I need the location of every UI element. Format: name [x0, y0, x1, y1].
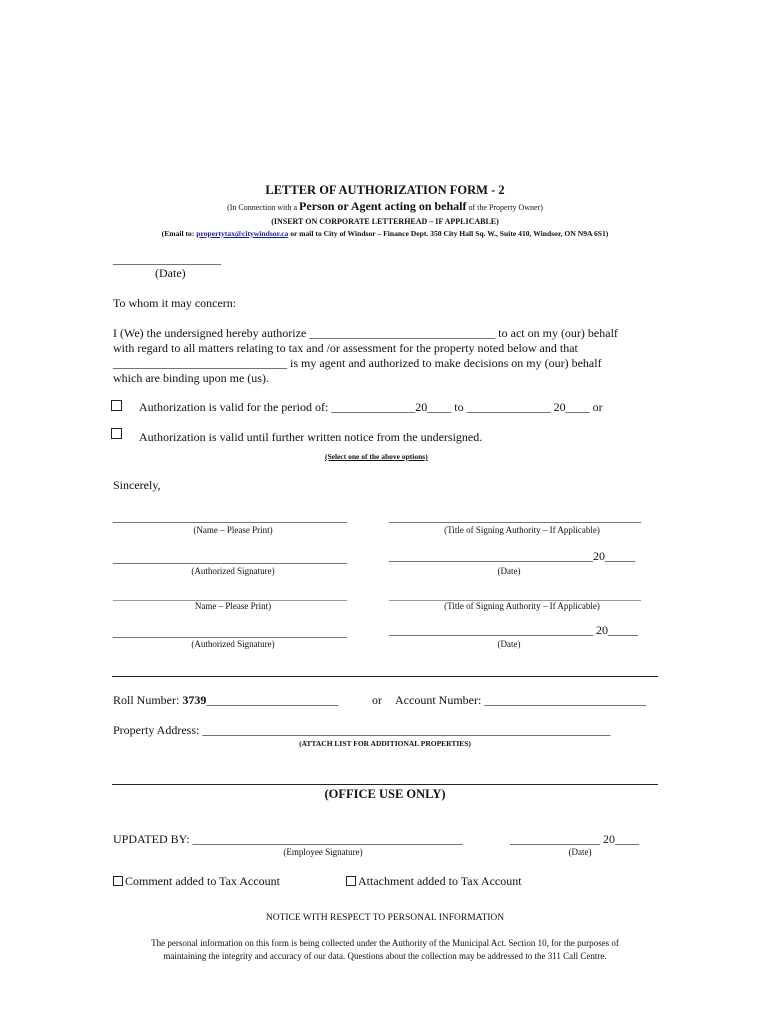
- until-notice-checkbox[interactable]: [111, 428, 122, 439]
- attachment-option-label: Attachment added to Tax Account: [358, 874, 522, 888]
- period-checkbox[interactable]: [111, 400, 122, 411]
- email-link[interactable]: propertytax@citywindsor.ca: [196, 229, 289, 238]
- authorization-line-4: which are binding upon me (us).: [113, 371, 269, 385]
- subtitle-pre: (In Connection with a: [227, 203, 300, 212]
- roll-number-line: ______________________: [206, 693, 339, 707]
- closing: Sincerely,: [113, 478, 161, 492]
- account-number-field[interactable]: Account Number: ___________________________: [395, 693, 647, 707]
- title-line-1[interactable]: __________________________________________: [389, 510, 641, 524]
- title-label-2: (Title of Signing Authority – If Applicable): [444, 601, 600, 611]
- date-line-2[interactable]: __________________________________ 20_____: [389, 623, 638, 637]
- select-note: (Select one of the above options): [325, 452, 428, 461]
- office-date-line[interactable]: _______________ 20____: [510, 832, 639, 846]
- or-text: or: [372, 693, 382, 707]
- roll-number-field[interactable]: [113, 693, 338, 708]
- updated-by-field[interactable]: UPDATED BY: _____________________________________________: [113, 832, 463, 846]
- subtitle-bold: Person or Agent acting on behalf: [299, 199, 467, 213]
- office-date-label: (Date): [568, 847, 592, 857]
- email-pre: (Email to:: [161, 229, 197, 238]
- notice-heading: NOTICE WITH RESPECT TO PERSONAL INFORMATION: [265, 913, 505, 923]
- authorization-line-1: I (We) the undersigned hereby authorize _______________________________ to act on my (our) behalf: [113, 326, 618, 340]
- mailing-instructions: [0, 229, 770, 238]
- roll-number-label: Roll Number:: [113, 693, 183, 707]
- name-print-label-2: Name – Please Print): [194, 601, 272, 611]
- authorized-signature-label-2: (Authorized Signature): [191, 639, 275, 649]
- date-line-1[interactable]: __________________________________20_____: [389, 549, 635, 563]
- notice-line-2: maintaining the integrity and accuracy of our data. Questions about the collection may be addressed to the 311 Call Centre.: [163, 951, 607, 961]
- comment-option[interactable]: [113, 874, 280, 889]
- name-print-line-1[interactable]: _______________________________________: [113, 510, 347, 524]
- authorization-line-3: _____________________________ is my agent and authorized to make decisions on my (our) behalf: [113, 356, 602, 370]
- authorized-signature-line-1[interactable]: _______________________________________: [113, 551, 347, 565]
- date-label-1: (Date): [497, 566, 521, 576]
- form-subtitle: [0, 199, 770, 214]
- letterhead-note: (INSERT ON CORPORATE LETTERHEAD – IF APPLICABLE): [271, 217, 499, 226]
- divider-2: [112, 784, 658, 785]
- attachment-checkbox[interactable]: [346, 876, 356, 886]
- authorized-signature-label-1: (Authorized Signature): [191, 566, 275, 576]
- authorization-line-2: with regard to all matters relating to tax and /or assessment for the property noted below and that: [113, 341, 578, 355]
- date-label-2: (Date): [497, 639, 521, 649]
- office-use-heading: (OFFICE USE ONLY): [324, 787, 446, 801]
- date-line[interactable]: __________________: [113, 252, 221, 266]
- title-label-1: (Title of Signing Authority – If Applicable): [444, 525, 600, 535]
- option-until-notice-text: Authorization is valid until further written notice from the undersigned.: [139, 430, 483, 444]
- comment-option-label: Comment added to Tax Account: [125, 874, 280, 888]
- date-label: (Date): [155, 266, 186, 280]
- name-print-line-2[interactable]: _______________________________________: [113, 588, 347, 602]
- authorized-signature-line-2[interactable]: _______________________________________: [113, 625, 347, 639]
- attach-note: (ATTACH LIST FOR ADDITIONAL PROPERTIES): [299, 739, 471, 748]
- property-address-field[interactable]: Property Address: ____________________________________________________________________: [113, 723, 611, 737]
- subtitle-post: of the Property Owner): [466, 203, 543, 212]
- form-title: LETTER OF AUTHORIZATION FORM - 2: [265, 183, 505, 197]
- title-line-2[interactable]: __________________________________________: [389, 588, 641, 602]
- salutation: To whom it may concern:: [113, 296, 237, 310]
- notice-line-1: The personal information on this form is being collected under the Authority of the Municipal Act. Section 10, for the purposes of: [151, 938, 619, 948]
- option-period-text: Authorization is valid for the period of: ______________20____ to ______________ 20____ or: [139, 400, 603, 414]
- roll-number-value: 3739: [182, 693, 207, 707]
- divider-1: [112, 676, 658, 677]
- employee-signature-label: (Employee Signature): [283, 847, 363, 857]
- attachment-option[interactable]: [346, 874, 522, 889]
- email-post: or mail to City of Windsor – Finance Dept. 350 City Hall Sq. W., Suite 410, Windsor, ON N9A 6S1): [288, 229, 609, 238]
- comment-checkbox[interactable]: [113, 876, 123, 886]
- name-print-label-1: (Name – Please Print): [193, 525, 273, 535]
